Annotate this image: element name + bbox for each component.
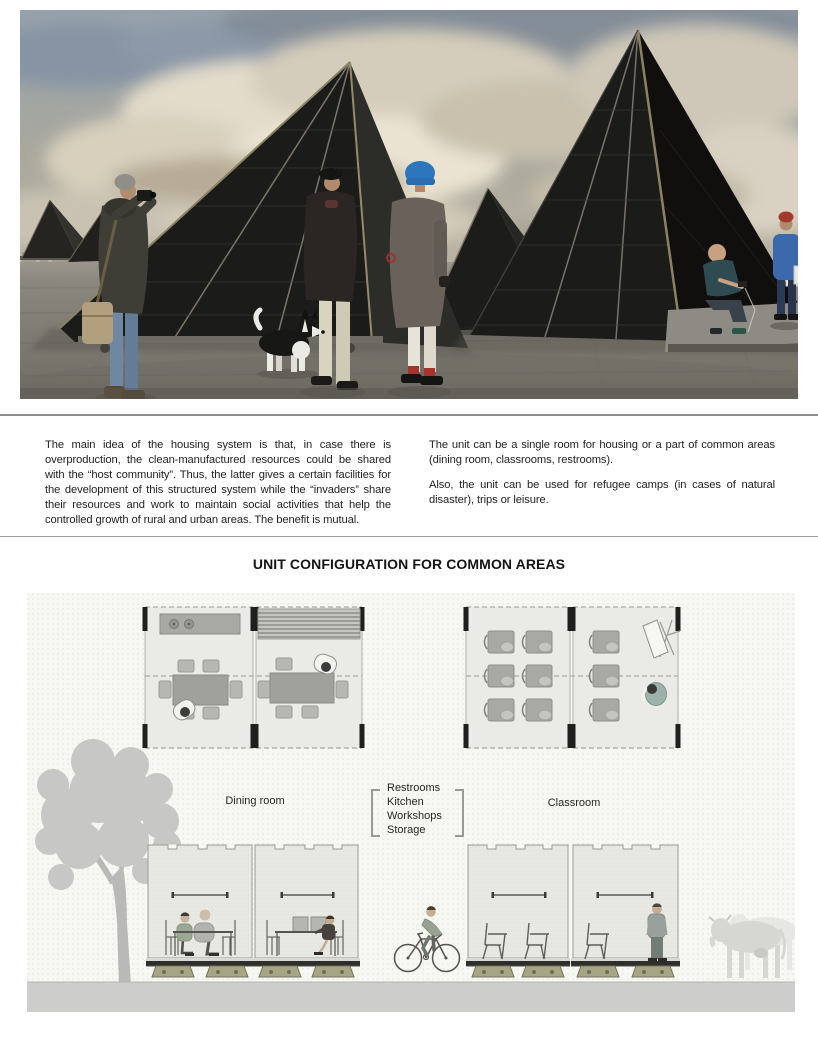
intro-left-paragraph: The main idea of the housing system is that, in case there is overproduction, the clean-manufactured resources could be shared with the “host community”. Thus, the latter gives a certain facilities for the development of this structured system while the “invaders” share their resources and work to maintain social activities that help the controlled growth of rural and urban areas. The benefit is mutual. [45, 439, 391, 526]
seated-person-plan-b [321, 662, 331, 672]
facilities-item-storage: Storage [387, 824, 426, 836]
intro-right-column [429, 438, 775, 538]
bracket-right [455, 789, 464, 837]
hero-photo [20, 10, 798, 399]
intro-section [45, 438, 775, 538]
dining-room-label: Dining room [225, 795, 285, 807]
facilities-item-restrooms: Restrooms [387, 782, 441, 794]
photo-bottom-shade [20, 388, 798, 399]
classroom-label: Classroom [547, 797, 601, 809]
intro-left-column [45, 438, 391, 538]
section-title: UNIT CONFIGURATION FOR COMMON AREAS [252, 556, 566, 572]
bracket-left [371, 789, 380, 837]
divider-bottom [0, 536, 818, 537]
facilities-list [387, 781, 442, 837]
facilities-item-kitchen: Kitchen [387, 796, 424, 808]
dining-table-b [270, 673, 334, 703]
seated-person-plan-a [180, 707, 190, 717]
hero-photo-illustration [20, 10, 798, 399]
dining-table-a [173, 675, 228, 705]
divider-top [0, 414, 818, 416]
classroom-desks [485, 631, 620, 721]
elevation-ground [27, 982, 795, 1012]
unit-configuration-diagram [27, 593, 795, 1012]
intro-right-paragraph-2: Also, the unit can be used for refugee camps (in cases of natural disaster), trips or leisure. [429, 479, 775, 506]
floor-plan-dining [143, 607, 365, 748]
facilities-item-workshops: Workshops [387, 810, 442, 822]
intro-right-paragraph-1: The unit can be a single room for housing or a part of common areas (dining room, classrooms, restrooms). [429, 439, 775, 466]
